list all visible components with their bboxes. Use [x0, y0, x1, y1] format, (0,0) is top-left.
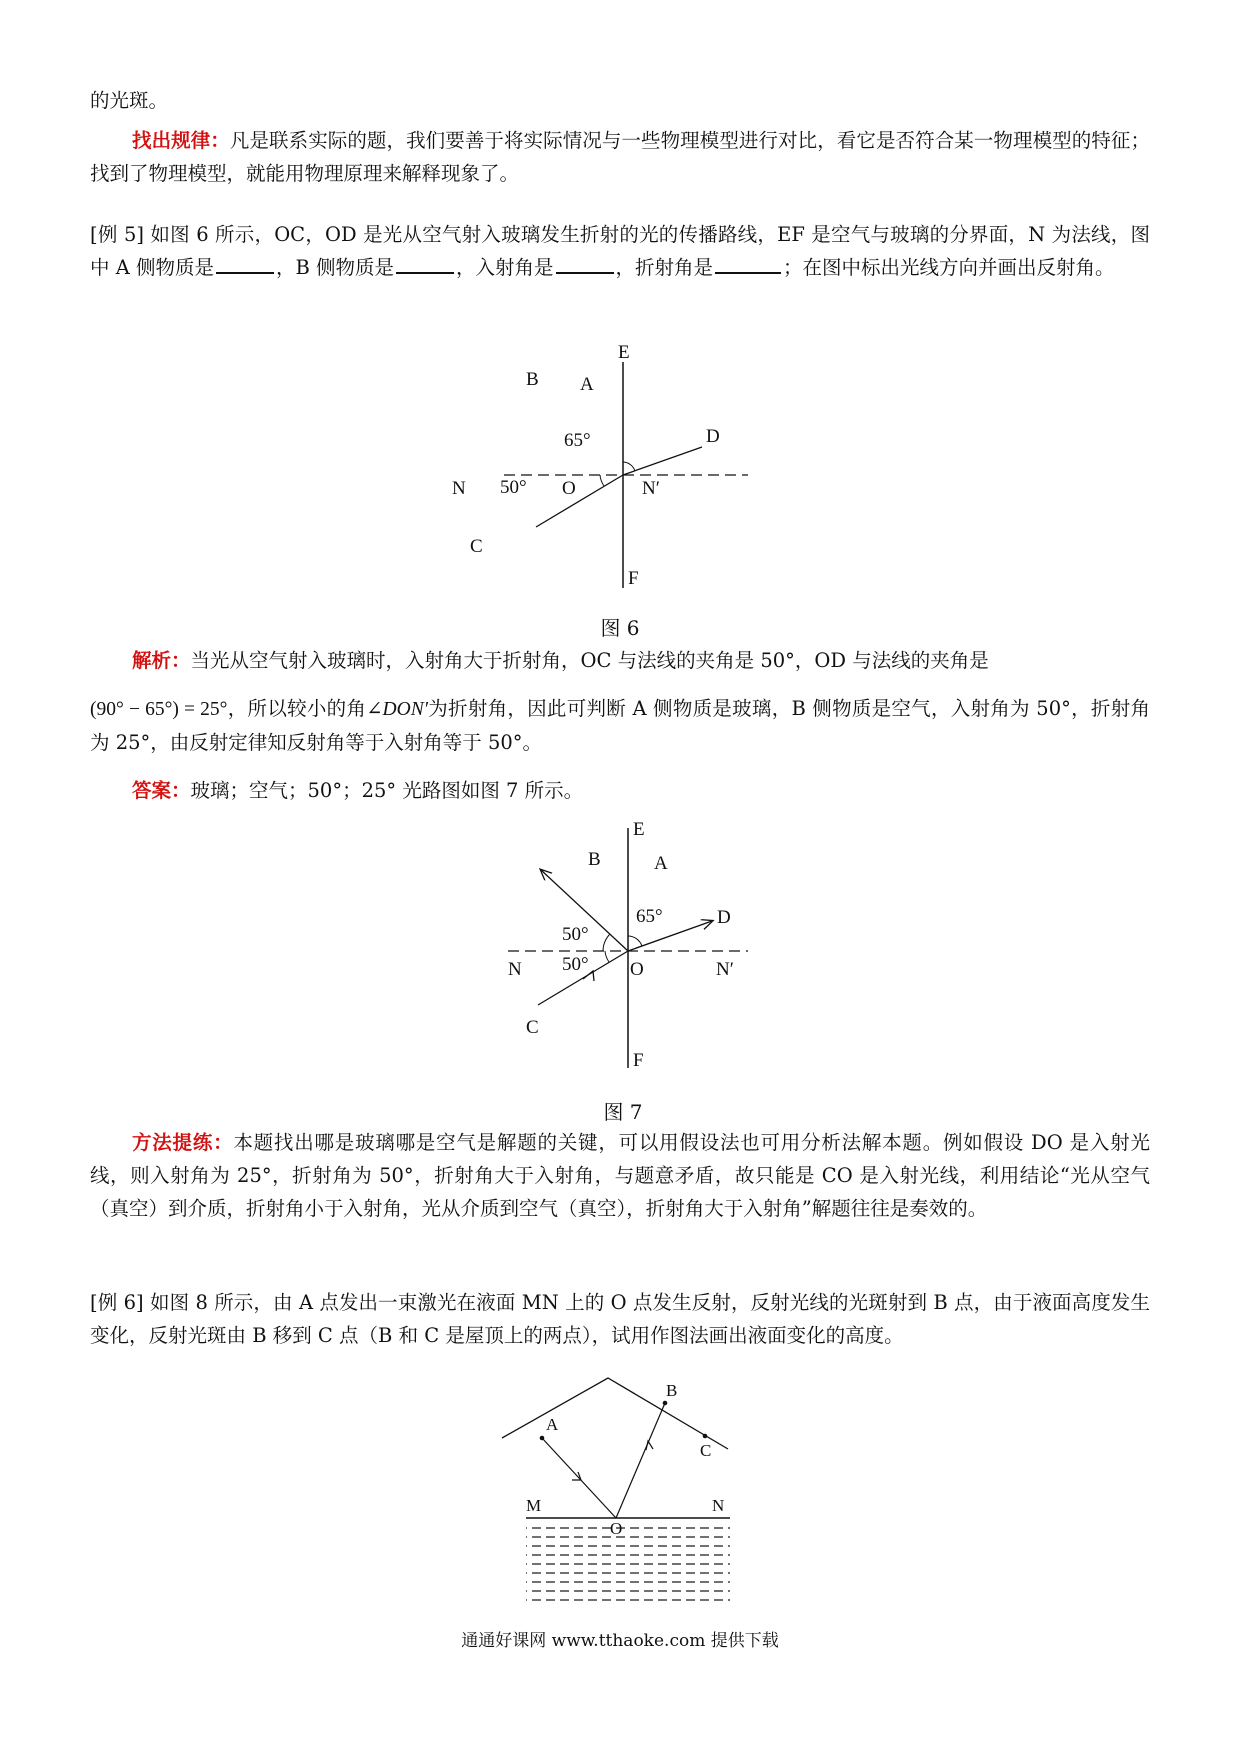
label-n: N — [508, 959, 522, 980]
label-n: N — [452, 478, 466, 499]
analysis-text-3: 为折射角，因此可判断 A 侧物质是玻璃，B 侧物质是空气，入射角为 50°，折射角为 25°，由反射定律知反射角等于入射角等于 50°。 — [90, 697, 1150, 754]
answer-blank-b-side — [396, 254, 454, 274]
answer-paragraph — [90, 774, 1150, 807]
point-c — [703, 1434, 708, 1439]
ray-ob-arrow — [646, 1441, 653, 1450]
method-paragraph — [90, 1126, 1150, 1225]
label-n-prime: N′ — [642, 478, 660, 499]
analysis-paragraph — [90, 644, 1150, 677]
angle-50-bottom: 50° — [562, 954, 589, 975]
angle-50-top: 50° — [562, 924, 589, 945]
label-n: N — [712, 1496, 725, 1515]
page-footer: 通通好课网 www.tthaoke.com 提供下载 — [461, 1631, 779, 1651]
figure-7-diagram — [478, 818, 778, 1088]
analysis-text-2: ，所以较小的角 — [227, 697, 367, 720]
label-c: C — [526, 1017, 539, 1038]
example-5-question — [90, 218, 1150, 284]
ray-oc — [536, 475, 623, 527]
rule-label: 找出规律： — [132, 129, 230, 152]
ray-ob — [616, 1403, 665, 1518]
ex5-text-3: ，入射角是 — [456, 256, 554, 279]
label-o: O — [562, 478, 576, 499]
analysis-line-2 — [90, 692, 1150, 759]
label-e: E — [618, 342, 630, 363]
analysis-label: 解析： — [132, 649, 191, 672]
label-m: M — [526, 1496, 542, 1515]
label-b: B — [526, 369, 539, 390]
angle-arc-65 — [623, 462, 635, 471]
answer-blank-incidence — [556, 254, 614, 274]
point-a — [540, 1436, 545, 1441]
figure-8-diagram — [490, 1370, 750, 1620]
roof-line — [502, 1378, 728, 1449]
liquid-body — [526, 1520, 730, 1602]
label-b: B — [666, 1381, 678, 1400]
answer-blank-refraction — [715, 254, 781, 274]
angle-65: 65° — [564, 430, 591, 451]
method-label: 方法提练： — [132, 1131, 234, 1154]
label-a: A — [654, 853, 668, 874]
label-b: B — [588, 849, 601, 870]
label-f: F — [633, 1050, 644, 1071]
angle-arc-50-bottom — [605, 951, 609, 962]
answer-text: 玻璃；空气；50°；25° 光路图如图 7 所示。 — [190, 779, 584, 802]
label-o: O — [610, 1519, 623, 1538]
angle-symbol-don: ∠DON′ — [366, 699, 428, 720]
ex5-text-2: ，B 侧物质是 — [275, 256, 395, 279]
ex5-text-5: ；在图中标出光线方向并画出反射角。 — [783, 256, 1115, 279]
method-text: 本题找出哪是玻璃哪是空气是解题的关键，可以用假设法也可用分析法解本题。例如假设 DO 是入射光线，则入射角为 25°，折射角为 50°，折射角大于入射角，与题意矛盾，故只能是 CO 是入射光线，利用结论“光从空气（真空）到介质，折射角小于入射角，光从介质到空气（真空），折射角大于入射角”解题往往是奏效的。 — [90, 1131, 1150, 1220]
point-b — [663, 1401, 668, 1406]
analysis-text-1: 当光从空气射入玻璃时，入射角大于折射角，OC 与法线的夹角是 50°，OD 与法线的夹角是 — [190, 649, 989, 672]
label-c: C — [700, 1441, 712, 1460]
figure-6-caption: 图 6 — [600, 616, 640, 640]
answer-blank-a-side — [216, 254, 274, 274]
rule-text: 凡是联系实际的题，我们要善于将实际情况与一些物理模型进行对比，看它是否符合某一物理模型的特征；找到了物理模型，就能用物理原理来解释现象了。 — [90, 129, 1150, 185]
label-c: C — [470, 536, 483, 557]
label-e: E — [633, 819, 645, 840]
answer-label: 答案： — [132, 779, 191, 802]
angle-arc-50-top — [603, 934, 610, 951]
ex5-text-1: [例 5] 如图 6 所示，OC，OD 是光从空气射入玻璃发生折射的光的传播路线，EF 是空气与玻璃的分界面，N 为法线，图中 A 侧物质是 — [90, 223, 1150, 279]
angle-65: 65° — [636, 906, 663, 927]
ex5-text-4: ，折射角是 — [615, 256, 714, 279]
label-o: O — [630, 959, 644, 980]
analysis-formula: (90° − 65°) = 25° — [90, 699, 228, 720]
paragraph-continuation: 的光斑。 — [90, 89, 169, 112]
label-d: D — [706, 426, 720, 447]
label-n-prime: N′ — [716, 959, 734, 980]
angle-arc-50 — [600, 475, 604, 486]
label-a: A — [580, 374, 594, 395]
angle-arc-65 — [628, 936, 642, 946]
ray-ao — [542, 1438, 616, 1518]
label-a: A — [546, 1415, 559, 1434]
example-6-question: [例 6] 如图 8 所示，由 A 点发出一束激光在液面 MN 上的 O 点发生反射，反射光线的光斑射到 B 点，由于液面高度发生变化，反射光斑由 B 移到 C 点（B 和 C 是屋顶上的两点），试用作图法画出液面变化的高度。 — [90, 1291, 1150, 1347]
angle-50: 50° — [500, 477, 527, 498]
figure-6-diagram — [452, 330, 770, 600]
figure-7-caption: 图 7 — [603, 1100, 643, 1124]
paragraph-rule — [90, 124, 1150, 190]
label-d: D — [717, 907, 731, 928]
label-f: F — [628, 568, 639, 589]
